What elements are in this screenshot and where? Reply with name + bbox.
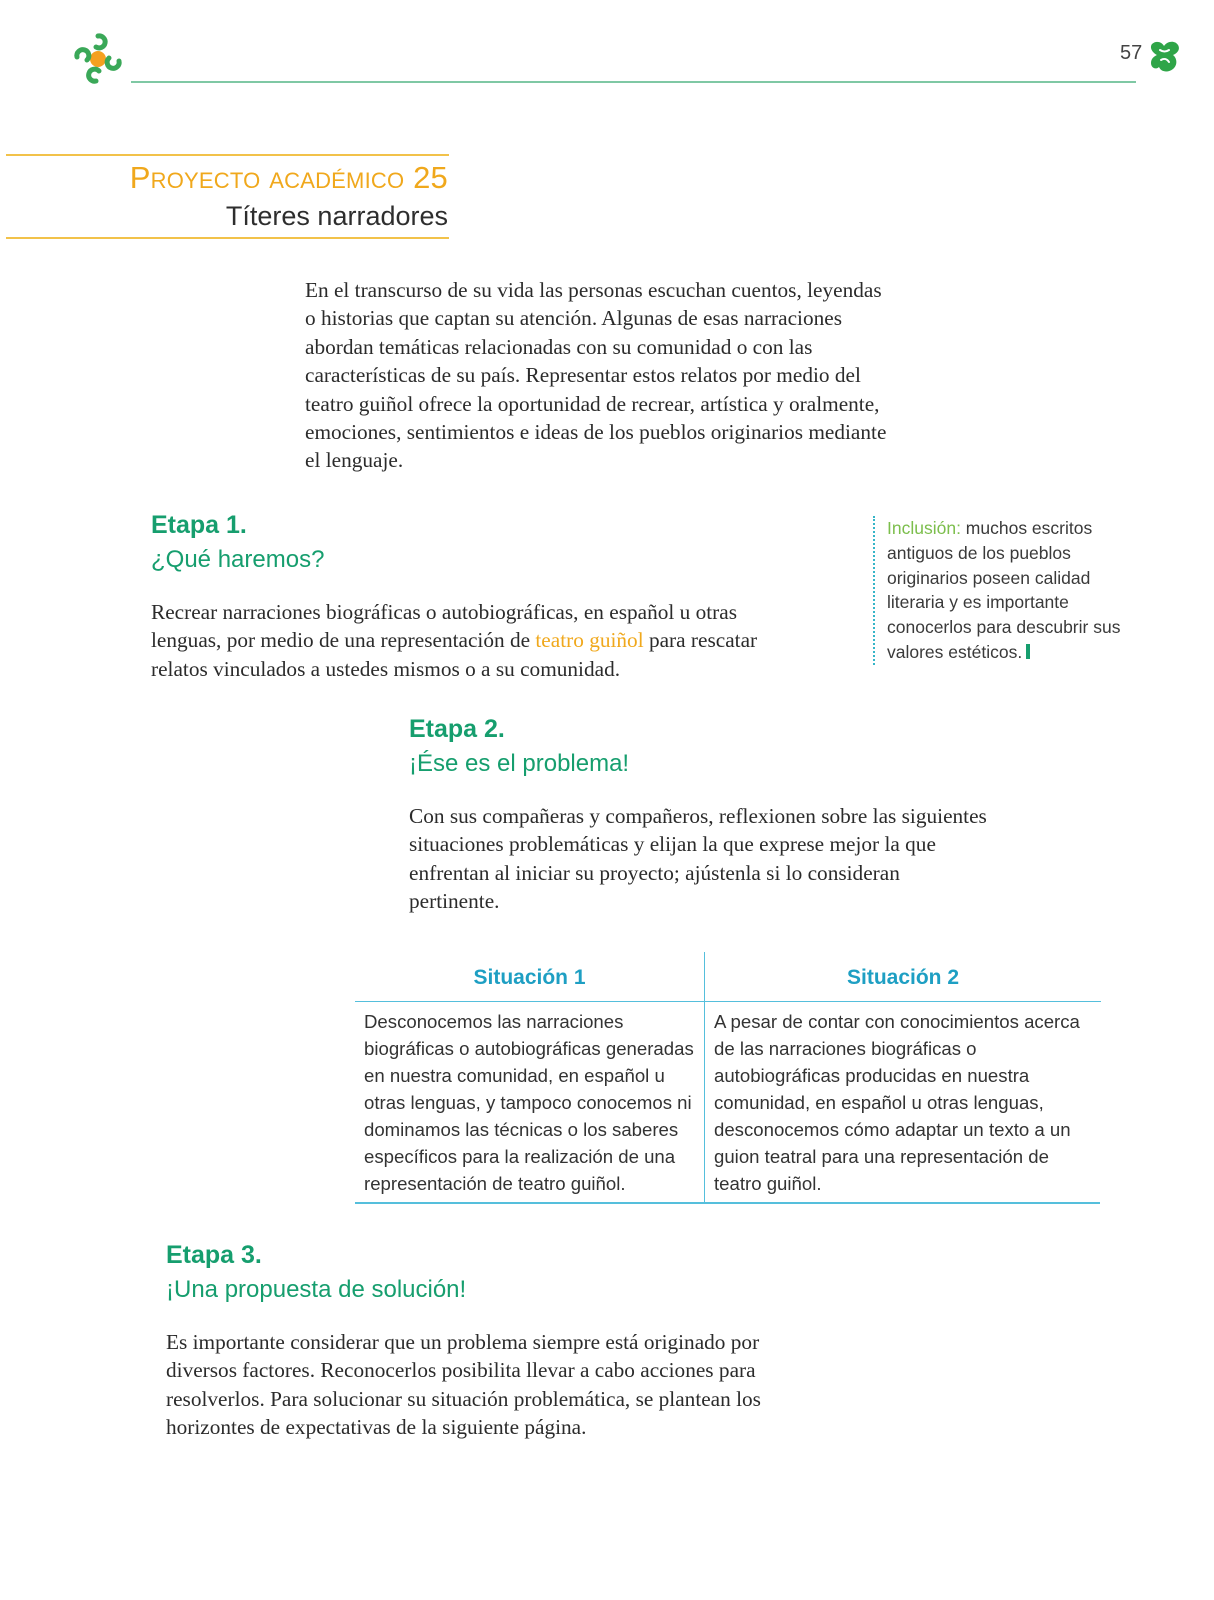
project-subtitle: Títeres narradores (225, 201, 448, 231)
stage-1-paragraph (151, 598, 801, 683)
situation-2-header: Situación 2 (705, 952, 1101, 1002)
end-mark-icon (1026, 644, 1030, 659)
header-rule (131, 81, 1136, 83)
title-top-rule (6, 154, 449, 156)
section-glyph-icon (1148, 38, 1182, 74)
situation-2-column (704, 952, 1101, 1204)
situation-1-text: Desconocemos las narraciones biográficas o autobiográficas generadas en nuestra comunidad, en español u otras lenguas, y tampoco conocemos ni dominamos las técnicas o los saberes específicos para la realización de una representación de teatro guiñol. (364, 1011, 694, 1194)
stage-3-subtitle: ¡Una propuesta de solución! (166, 1276, 467, 1303)
inclusion-side-note (873, 516, 1142, 665)
situation-1-column (355, 952, 704, 1204)
stage-1-text-after: para rescatar relatos vinculados a ustedes mismos o a su comunidad. (151, 628, 758, 681)
inclusion-text: muchos escritos antiguos de los pueblos originarios poseen calidad literaria y es importante conocerlos para descubrir sus valores estéticos. (887, 518, 1121, 662)
stage-2-subtitle: ¡Ése es el problema! (409, 750, 630, 777)
situation-2-text: A pesar de contar con conocimientos acerca de las narraciones biográficas o autobiográficas producidas en nuestra comunidad, en español u otras lenguas, desconocemos cómo adaptar un texto a un guion teatral para una representación de teatro guiñol. (714, 1011, 1080, 1194)
teatro-guinol-link[interactable]: teatro guiñol (535, 628, 644, 653)
situations-table (355, 952, 1100, 1204)
stage-1-text-before: Recrear narraciones biográficas o autobiográficas, en español u otras lenguas, por medio de una representación de (151, 600, 737, 653)
project-logo-icon (72, 32, 124, 84)
situation-1-header: Situación 1 (355, 952, 704, 1002)
inclusion-label: Inclusión: (887, 518, 961, 538)
stage-2-title: Etapa 2. (409, 715, 505, 743)
stage-3-title: Etapa 3. (166, 1241, 262, 1269)
intro-paragraph: En el transcurso de su vida las personas escuchan cuentos, leyendas o historias que captan su atención. Algunas de esas narraciones abordan temáticas relacionadas con su comunidad o con las características de su país. Representar estos relatos por medio del teatro guiñol ofrece la oportunidad de recrear, artística y oralmente, emociones, sentimientos e ideas de los pueblos originarios mediante el lenguaje. (305, 278, 887, 473)
project-label: Proyecto académico 25 (129, 160, 448, 195)
title-bottom-rule (6, 237, 449, 239)
stage-1-title: Etapa 1. (151, 511, 247, 539)
page-number: 57 (1120, 42, 1143, 64)
stage-1-subtitle: ¿Qué haremos? (151, 546, 325, 573)
stage-3-paragraph: Es importante considerar que un problema siempre está originado por diversos factores. Reconocerlos posibilita llevar a cabo acciones para resolverlos. Para solucionar su situación problemática, se plantean los horizontes de expectativas de la siguiente página. (166, 1330, 761, 1440)
table-bottom-rule (355, 1202, 1100, 1204)
stage-2-paragraph: Con sus compañeras y compañeros, reflexionen sobre las siguientes situaciones problemáticas y elijan la que exprese mejor la que enfrentan al iniciar su proyecto; ajústenla si lo consideran pertinente. (409, 804, 987, 914)
